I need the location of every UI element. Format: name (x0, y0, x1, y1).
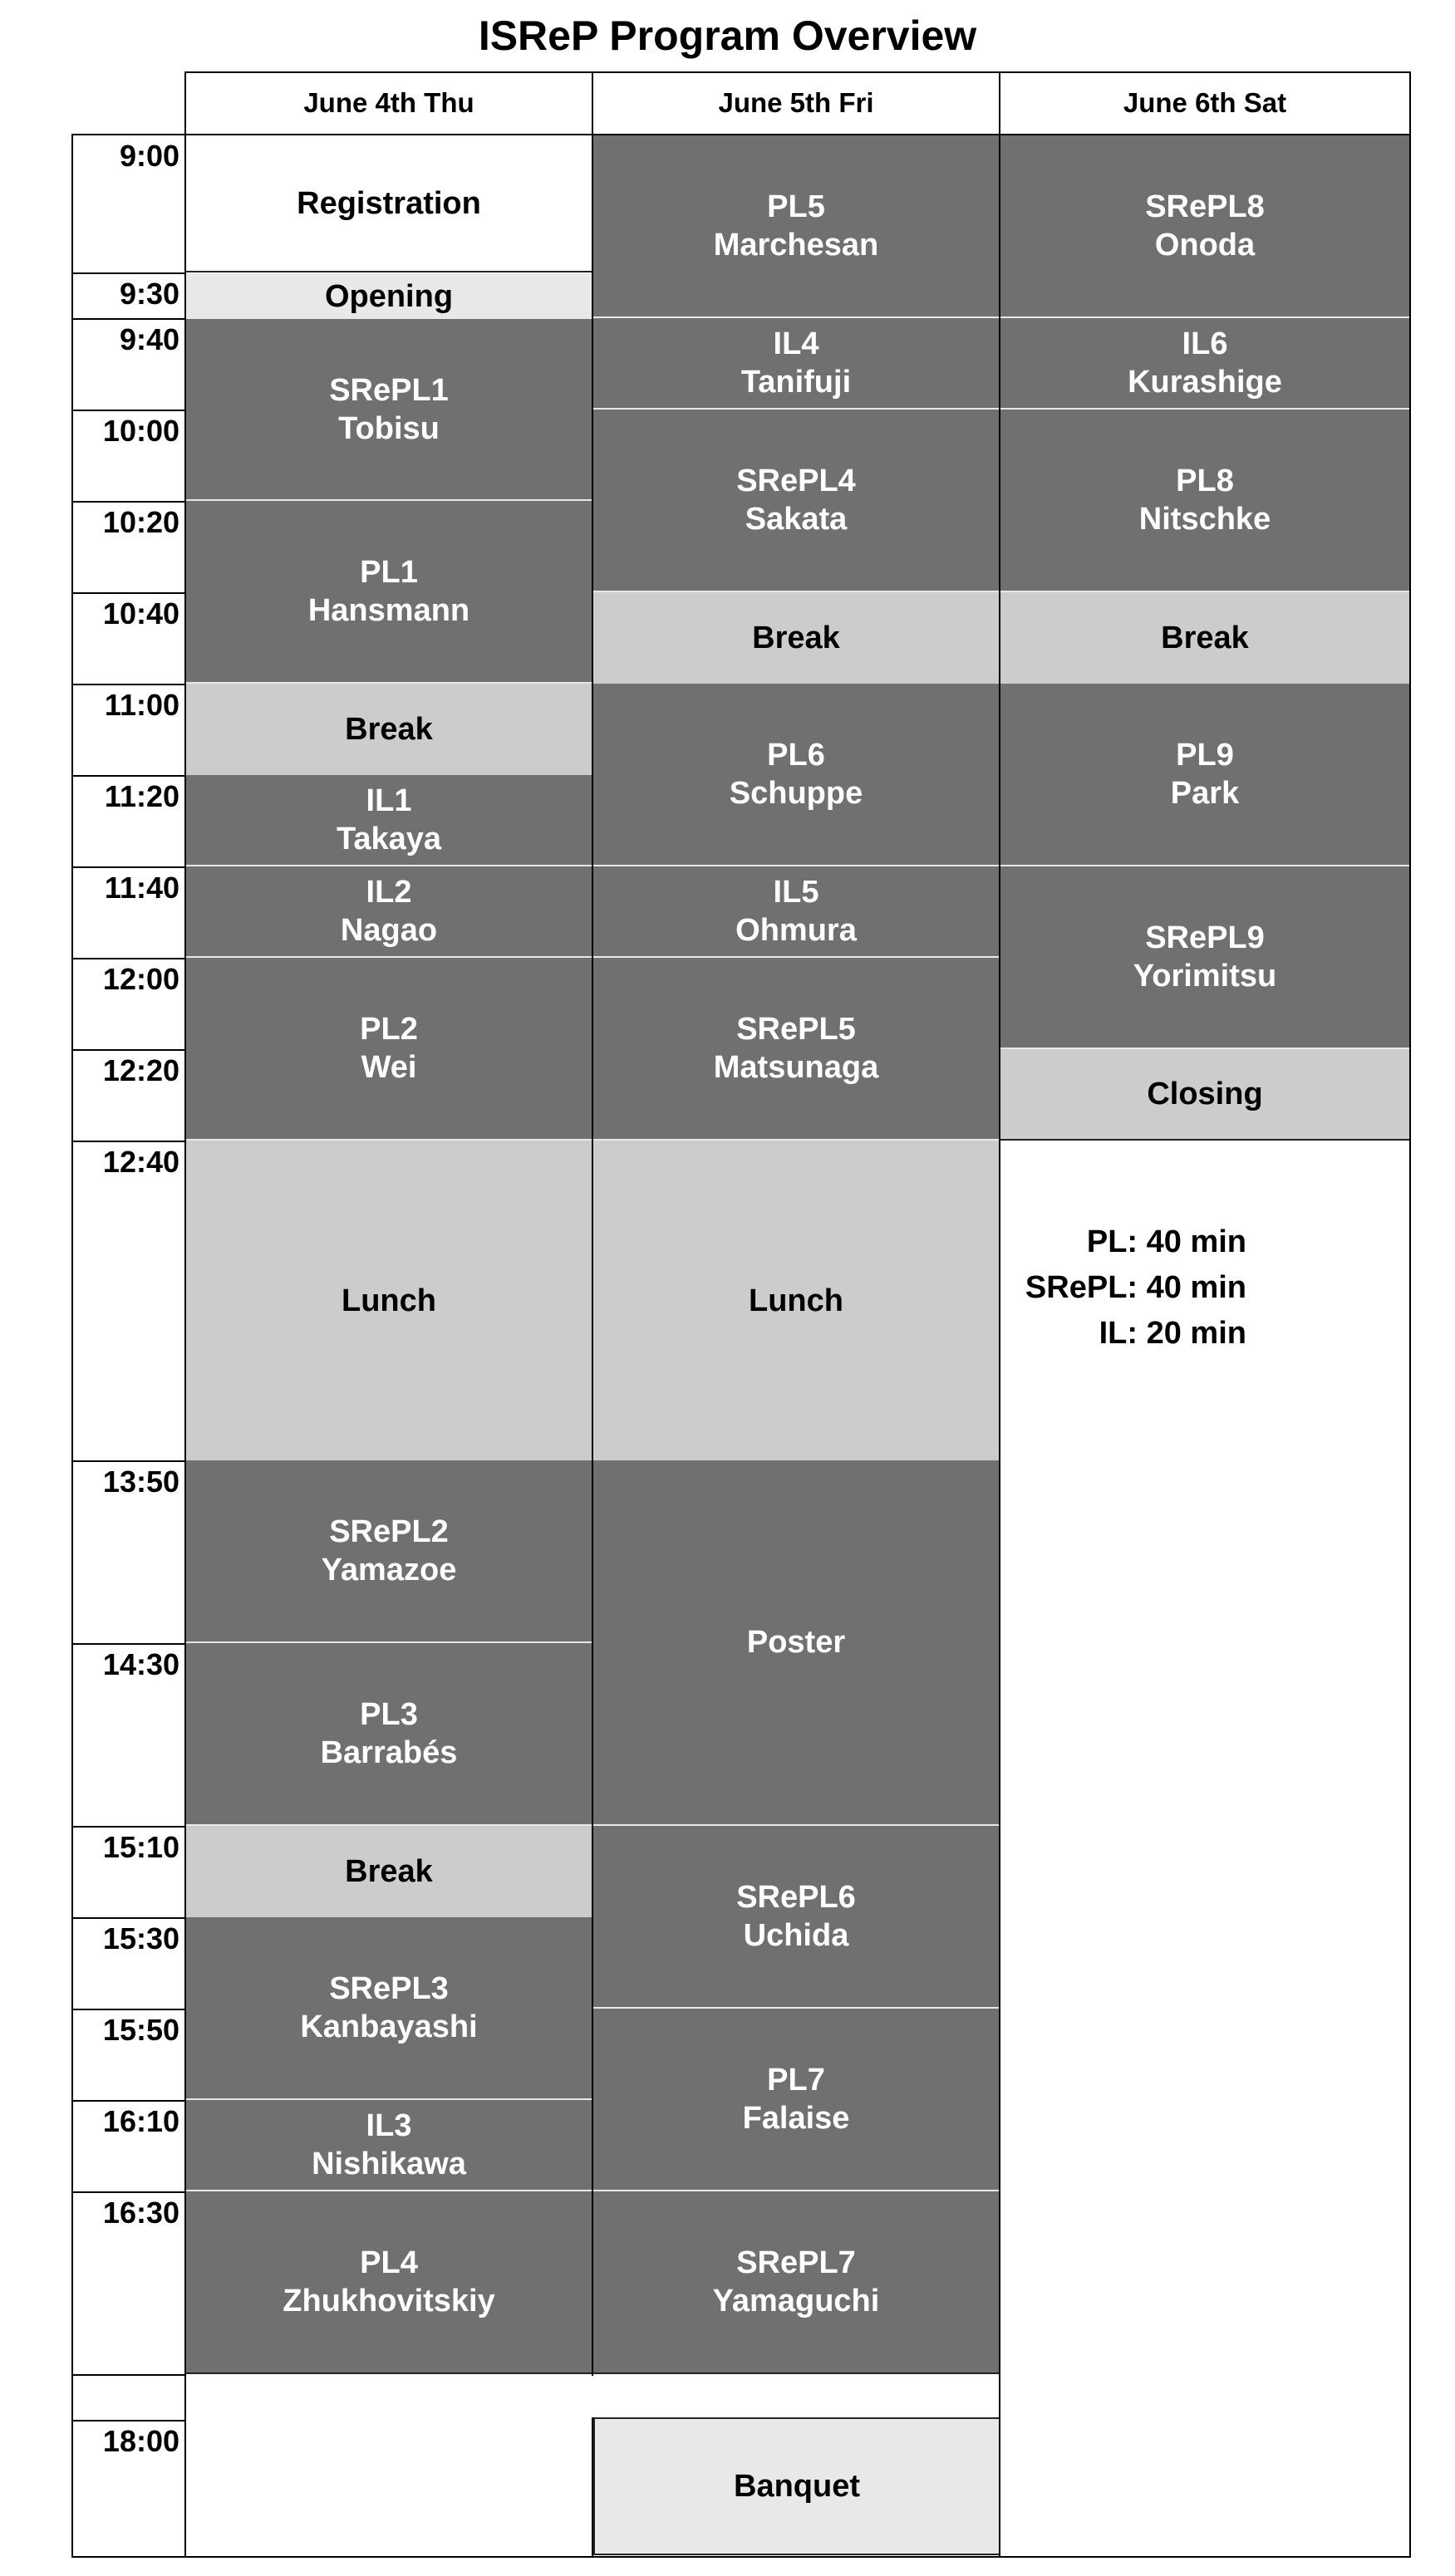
session-speaker: Sakata (745, 502, 848, 537)
session-code: SRePL5 (736, 1012, 856, 1047)
time-label: 11:00 (104, 688, 179, 722)
session-speaker: Takaya (336, 822, 442, 856)
session-speaker: Tanifuji (740, 365, 852, 400)
session-speaker: Barrabés (320, 1735, 458, 1770)
session-code: IL5 (773, 875, 819, 910)
session-break (186, 1826, 592, 1917)
session-speaker: Yamazoe (321, 1553, 457, 1587)
time-row-line (71, 684, 184, 685)
session-code: SRePL3 (329, 1971, 449, 2006)
time-row-line (71, 1643, 184, 1645)
time-label: 12:20 (102, 1053, 179, 1087)
time-row-line (71, 1460, 184, 1462)
session-il2 (186, 866, 592, 958)
session-pl9 (1000, 684, 1409, 866)
session-srepl4 (593, 410, 999, 592)
session-pl6 (593, 684, 999, 866)
time-row-line (71, 2191, 184, 2193)
session-pl5 (593, 135, 999, 318)
session-title: Banquet (734, 2469, 860, 2504)
session-lunch (186, 1141, 592, 1460)
session-speaker: Kanbayashi (300, 2009, 478, 2044)
time-label: 10:20 (102, 505, 179, 539)
session-code: PL1 (360, 555, 418, 590)
session-il6 (1000, 318, 1409, 410)
session-code: IL4 (773, 326, 819, 361)
legend-item: IL: 20 min (1099, 1316, 1246, 1351)
grid-right-border (1409, 71, 1411, 2558)
session-break (1000, 592, 1409, 684)
session-code: SRePL4 (736, 464, 856, 498)
time-label: 15:30 (102, 1921, 179, 1955)
session-srepl9 (1000, 866, 1409, 1049)
session-poster (593, 1460, 999, 1826)
grid-col-divider-fri-sat (999, 71, 1000, 2558)
session-pl3 (186, 1643, 592, 1826)
session-code: SRePL7 (736, 2245, 856, 2280)
session-srepl1 (186, 319, 592, 501)
session-il5 (593, 866, 999, 958)
session-title: Poster (746, 1625, 846, 1660)
session-title: Lunch (342, 1283, 436, 1318)
session-code: PL6 (767, 738, 825, 773)
time-label: 12:40 (102, 1145, 179, 1179)
session-speaker: Zhukhovitskiy (283, 2284, 495, 2318)
session-pl4 (186, 2191, 592, 2374)
time-row-line (71, 958, 184, 959)
time-row-line (71, 592, 184, 594)
session-title: Break (1161, 621, 1249, 655)
session-code: PL4 (360, 2245, 418, 2280)
time-row-line (71, 2100, 184, 2102)
time-row-line (71, 2374, 184, 2376)
time-label: 14:30 (102, 1647, 179, 1681)
duration-legend (997, 1219, 1246, 1357)
time-row-line (71, 1141, 184, 1142)
session-speaker: Yamaguchi (712, 2284, 880, 2318)
session-code: SRePL1 (329, 372, 449, 408)
session-srepl6 (593, 1826, 999, 2009)
time-label: 13:50 (102, 1465, 179, 1499)
session-title: Break (345, 1854, 433, 1889)
session-title: Registration (297, 185, 481, 221)
time-row-line (71, 1049, 184, 1051)
session-banquet (593, 2417, 1000, 2555)
session-code: PL7 (767, 2063, 825, 2098)
session-srepl8 (1000, 135, 1409, 318)
session-title: Break (345, 712, 433, 747)
time-label: 10:00 (102, 414, 179, 448)
session-code: IL3 (366, 2108, 412, 2143)
session-speaker: Ohmura (735, 913, 857, 948)
session-pl2 (186, 958, 592, 1141)
time-label: 15:10 (102, 1830, 179, 1864)
session-pl7 (593, 2009, 999, 2191)
grid-col-divider-banquet-left (592, 2417, 593, 2558)
session-speaker: Uchida (743, 1918, 849, 1953)
session-srepl2 (186, 1460, 592, 1643)
session-code: IL1 (366, 783, 412, 818)
time-row-line (71, 866, 184, 868)
session-registration (186, 135, 592, 272)
time-label: 10:40 (102, 596, 179, 631)
time-label: 9:30 (119, 277, 179, 311)
session-pl8 (1000, 410, 1409, 592)
time-row-line (71, 2420, 184, 2421)
time-label: 11:20 (104, 779, 179, 813)
day-header-sat: June 6th Sat (1123, 87, 1287, 118)
session-code: PL8 (1176, 464, 1234, 498)
legend-item: SRePL: 40 min (1025, 1270, 1246, 1305)
session-speaker: Falaise (742, 2101, 850, 2136)
page-title: ISReP Program Overview (478, 12, 977, 59)
session-srepl3 (186, 1917, 592, 2100)
session-srepl7 (593, 2191, 999, 2374)
time-row-line (71, 410, 184, 411)
legend-item: PL: 40 min (1086, 1224, 1246, 1259)
session-closing (1000, 1049, 1409, 1141)
time-row-line (71, 2009, 184, 2010)
session-title: Closing (1147, 1077, 1263, 1111)
day-header-thu: June 4th Thu (303, 87, 474, 118)
session-speaker: Wei (361, 1050, 417, 1085)
session-code: SRePL8 (1145, 189, 1265, 224)
time-row-line (71, 501, 184, 503)
session-pl1 (186, 501, 592, 684)
session-code: PL3 (360, 1697, 418, 1732)
session-opening (186, 273, 592, 319)
session-speaker: Matsunaga (713, 1050, 879, 1085)
time-row-line (71, 1826, 184, 1828)
time-row-line (71, 1917, 184, 1919)
grid-col-divider-thu-fri (592, 71, 593, 2376)
time-row-line (71, 318, 184, 320)
session-title: Break (752, 621, 840, 655)
session-il1 (186, 775, 592, 866)
grid-bottom-border (71, 2556, 1411, 2558)
session-code: PL2 (360, 1012, 418, 1047)
session-srepl5 (593, 958, 999, 1141)
session-code: IL6 (1182, 326, 1228, 361)
session-title: Lunch (749, 1283, 843, 1318)
session-speaker: Hansmann (307, 593, 470, 628)
session-speaker: Yorimitsu (1133, 959, 1277, 994)
session-il4 (593, 318, 999, 410)
session-title: Opening (324, 278, 454, 314)
session-speaker: Nishikawa (312, 2147, 466, 2181)
time-label: 11:40 (104, 871, 179, 905)
day-header-fri: June 5th Fri (718, 87, 874, 118)
session-il3 (186, 2100, 592, 2191)
session-code: PL5 (767, 189, 825, 224)
time-label: 16:30 (102, 2196, 179, 2230)
grid-time-divider (184, 71, 186, 2558)
time-label: 16:10 (102, 2104, 179, 2138)
time-row-line (71, 775, 184, 777)
session-speaker: Onoda (1154, 228, 1256, 263)
session-speaker: Schuppe (729, 776, 863, 811)
time-label: 18:00 (102, 2424, 179, 2458)
session-speaker: Nitschke (1138, 502, 1271, 537)
time-label: 9:00 (119, 139, 179, 173)
session-speaker: Marchesan (713, 228, 879, 263)
time-label: 15:50 (102, 2013, 179, 2047)
session-lunch (593, 1141, 999, 1460)
session-code: SRePL9 (1145, 920, 1265, 955)
session-speaker: Nagao (340, 913, 438, 948)
time-row-line (71, 272, 184, 274)
time-label: 12:00 (102, 962, 179, 996)
session-speaker: Kurashige (1128, 365, 1282, 400)
session-code: SRePL6 (736, 1880, 856, 1915)
session-break (593, 592, 999, 684)
session-speaker: Park (1170, 776, 1240, 811)
session-code: SRePL2 (329, 1514, 449, 1549)
session-code: PL9 (1176, 738, 1234, 773)
session-code: IL2 (366, 875, 412, 910)
grid-left-border (71, 134, 73, 2558)
session-speaker: Tobisu (338, 410, 440, 446)
session-break (186, 684, 592, 775)
time-label: 9:40 (119, 322, 179, 356)
